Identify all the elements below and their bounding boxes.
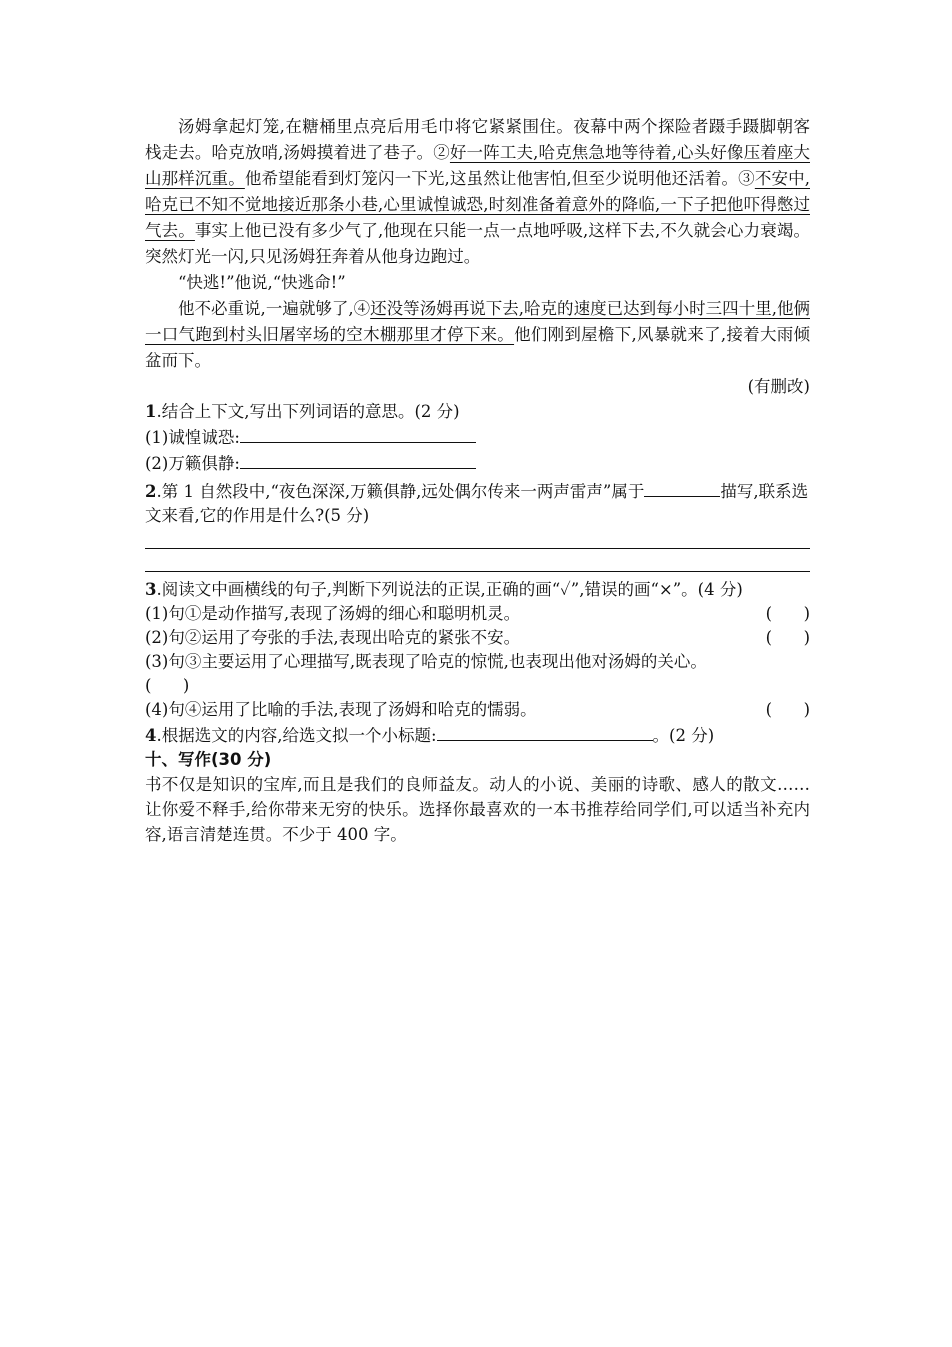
passage-paragraph-2: “快逃!”他说,“快逃命!” [178,273,346,292]
underlined-sentence-3: 不安中,哈克已不知不觉地接近那条小巷,心里诚惶诚恐,时刻准备着意外的降临,一下子把他吓得憋过气去。 [145,169,810,240]
passage-text: 他不必重说,一遍就够了,④ [178,299,371,318]
answer-parentheses[interactable]: ( ) [765,628,810,647]
passage-text: 汤姆拿起灯笼,在糖桶里点亮后用毛巾将它紧紧围住。夜幕中两个探险者蹑手蹑脚朝客栈走去。哈克放哨,汤姆摸着进了巷子。② [145,117,810,162]
question-4 [145,722,810,748]
passage-paragraph-1 [145,114,810,270]
underlined-sentence-2: 好一阵工夫,哈克焦急地等待着,心头好像压着座大山那样沉重。 [145,143,810,188]
question-3-item-2 [145,626,810,650]
question-3-item-4 [145,698,810,722]
answer-parentheses[interactable]: ( ) [145,676,190,695]
item-text: (4)句④运用了比喻的手法,表现了汤姆和哈克的懦弱。 [145,700,537,719]
writing-prompt: 书不仅是知识的宝库,而且是我们的良师益友。动人的小说、美丽的诗歌、感人的散文……让你爱不释手,给你带来无穷的快乐。选择你最喜欢的一本书推荐给同学们,可以适当补充内容,语言清楚连贯。不少于 400 字。 [145,775,810,844]
answer-parentheses[interactable]: ( ) [765,604,810,623]
question-text: .根据选文的内容,给选文拟一个小标题: [156,726,437,745]
answer-blank[interactable] [240,450,476,469]
item-label: (2)万籁俱静: [145,454,240,473]
answer-blank[interactable] [437,722,653,741]
question-3-item-1 [145,602,810,626]
exam-page [145,114,810,847]
question-3-item-3-answer [145,674,810,698]
question-number: 2 [145,482,157,501]
passage-paragraph-3 [145,296,810,374]
question-number: 4 [145,726,157,745]
question-text: 。(2 分) [652,726,715,745]
question-1-item-2 [145,450,810,476]
question-text: .阅读文中画横线的句子,判断下列说法的正误,正确的画“✓”,错误的画“×”。(4 分) [156,580,743,599]
answer-blank[interactable] [240,424,476,443]
question-text: .结合上下文,写出下列词语的意思。(2 分) [156,402,460,421]
source-note: (有删改) [747,377,810,396]
question-3 [145,578,810,602]
question-1-item-1 [145,424,810,450]
question-3-item-3 [145,650,810,674]
answer-parentheses[interactable]: ( ) [765,700,810,719]
item-text: (1)句①是动作描写,表现了汤姆的细心和聪明机灵。 [145,604,521,623]
question-number: 1 [145,402,157,421]
question-number: 3 [145,580,157,599]
answer-blank[interactable] [644,478,720,497]
question-text: .第 1 自然段中,“夜色深深,万籁俱静,远处偶尔传来一两声雷声”属于 [156,482,645,501]
question-2 [145,478,810,528]
passage-text: 他们刚到屋檐下,风暴就来了,接着大雨倾盆而下。 [145,325,811,370]
item-text: (3)句③主要运用了心理描写,既表现了哈克的惊慌,也表现出他对汤姆的关心。 [145,652,707,671]
question-text: 描写,联系选文来看,它的作用是什么?(5 分) [145,482,809,525]
item-text: (2)句②运用了夸张的手法,表现出哈克的紧张不安。 [145,628,521,647]
section-heading-writing: 十、写作(30 分) [145,750,272,769]
question-1 [145,400,810,424]
underlined-sentence-4: 还没等汤姆再说下去,哈克的速度已达到每小时三四十里,他俩一口气跑到村头旧屠宰场的空木棚那里才停下来。 [145,299,810,344]
item-label: (1)诚惶诚恐: [145,428,240,447]
passage-text: 事实上他已没有多少气了,他现在只能一点一点地呼吸,这样下去,不久就会心力衰竭。突然灯光一闪,只见汤姆狂奔着从他身边跑过。 [145,221,810,266]
passage-text: 他希望能看到灯笼闪一下光,这虽然让他害怕,但至少说明他还活着。③ [244,169,755,188]
